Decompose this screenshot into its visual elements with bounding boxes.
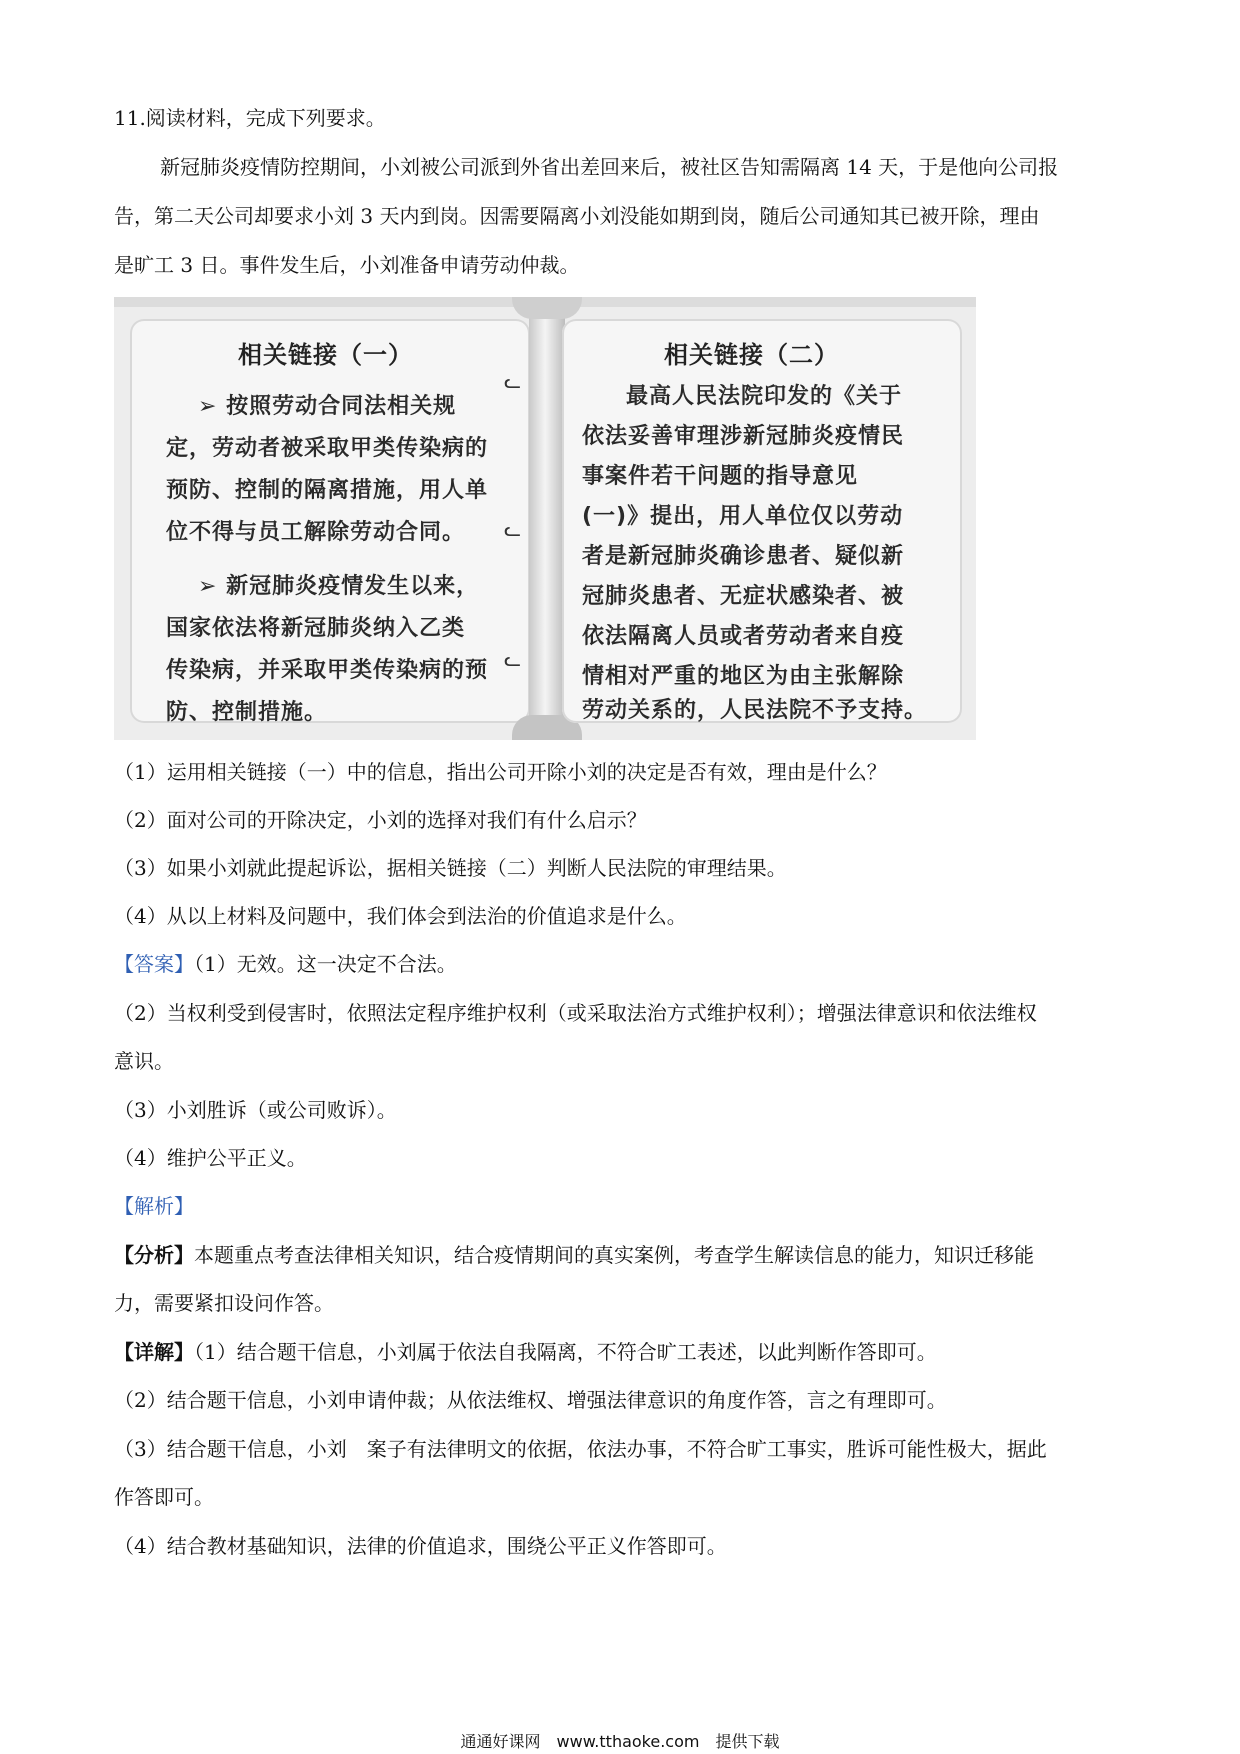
card-2-line: 者是新冠肺炎确诊患者、疑似新 xyxy=(582,544,905,569)
card-1-line: 定，劳动者被采取甲类传染病的 xyxy=(166,436,489,461)
related-link-card-2 xyxy=(562,319,962,723)
answer-line-4: （3）小刘胜诉（或公司败诉）。 xyxy=(114,1098,397,1122)
detail-line-2: （2）结合题干信息，小刘申请仲裁；从依法维权、增强法律意识的角度作答，言之有理即可。 xyxy=(114,1388,947,1412)
fenxi-line-1 xyxy=(114,1241,1134,1269)
hook-icon: ᓚ xyxy=(504,647,522,671)
fenxi-line-2: 力，需要紧扣设问作答。 xyxy=(114,1291,334,1315)
card-1-line: ➢ 按照劳动合同法相关规 xyxy=(198,394,457,419)
sub-question-3: （3）如果小刘就此提起诉讼，据相关链接（二）判断人民法院的审理结果。 xyxy=(114,856,787,880)
card-1-line: 防、控制措施。 xyxy=(166,700,328,725)
card-1-title: 相关链接（一） xyxy=(238,341,413,369)
hook-icon: ᓚ xyxy=(504,517,522,541)
card-2-line: 事案件若干问题的指导意见 xyxy=(582,464,859,489)
detail-line-4: （4）结合教材基础知识，法律的价值追求，围绕公平正义作答即可。 xyxy=(114,1534,727,1558)
card-2-title: 相关链接（二） xyxy=(664,341,839,369)
card-1-line: 传染病，并采取甲类传染病的预 xyxy=(166,658,489,683)
hook-icon: ᓚ xyxy=(504,369,522,393)
card-2-line: 最高人民法院印发的《关于 xyxy=(626,384,903,409)
material-line-2: 告，第二天公司却要求小刘 3 天内到岗。因需要隔离小刘没能如期到岗，随后公司通知其已被开除，理由 xyxy=(114,204,1040,228)
related-link-card-1 xyxy=(130,319,530,723)
card-2-line: 冠肺炎患者、无症状感染者、被 xyxy=(582,584,905,609)
page-footer: 通通好课网 www.tthaoke.com 提供下载 xyxy=(460,1732,780,1751)
sub-question-1: （1）运用相关链接（一）中的信息，指出公司开除小刘的决定是否有效，理由是什么？ xyxy=(114,760,887,784)
related-links-figure xyxy=(114,297,976,740)
analysis-label: 【解析】 xyxy=(114,1194,194,1218)
fenxi-label: 【分析】 xyxy=(114,1243,194,1267)
card-2-line: 依法隔离人员或者劳动者来自疫 xyxy=(582,624,905,649)
answer-text: （1）无效。这一决定不合法。 xyxy=(194,952,457,976)
sub-question-2: （2）面对公司的开除决定，小刘的选择对我们有什么启示？ xyxy=(114,808,647,832)
fenxi-text: 本题重点考查法律相关知识，结合疫情期间的真实案例，考查学生解读信息的能力，知识迁移能 xyxy=(194,1243,1034,1267)
question-header: 11.阅读材料，完成下列要求。 xyxy=(114,106,386,130)
card-2-line: 情相对严重的地区为由主张解除 xyxy=(582,664,905,689)
pillar-cap xyxy=(512,297,582,319)
card-2-line: (一)》提出，用人单位仅以劳动 xyxy=(582,504,904,529)
card-2-line: 劳动关系的，人民法院不予支持。 xyxy=(582,698,928,723)
xiangjie-text: （1）结合题干信息，小刘属于依法自我隔离，不符合旷工表述，以此判断作答即可。 xyxy=(194,1340,937,1364)
xiangjie-line xyxy=(114,1338,1134,1366)
divider-pillar xyxy=(529,297,565,740)
answer-label: 【答案】 xyxy=(114,952,194,976)
xiangjie-label: 【详解】 xyxy=(114,1340,194,1364)
answer-line-2: （2）当权利受到侵害时，依照法定程序维护权利（或采取法治方式维护权利）；增强法律意识和依法维权 xyxy=(114,1001,1037,1025)
card-1-line: 国家依法将新冠肺炎纳入乙类 xyxy=(166,616,466,641)
detail-line-3: （3）结合题干信息，小刘 案子有法律明文的依据，依法办事，不符合旷工事实，胜诉可能性极大，据此 xyxy=(114,1437,1047,1461)
answer-line-1 xyxy=(114,950,1134,978)
material-line-3: 是旷工 3 日。事件发生后，小刘准备申请劳动仲裁。 xyxy=(114,253,580,277)
answer-line-3: 意识。 xyxy=(114,1049,174,1073)
card-2-line: 依法妥善审理涉新冠肺炎疫情民 xyxy=(582,424,905,449)
card-1-line: 预防、控制的隔离措施，用人单 xyxy=(166,478,489,503)
card-1-line: ➢ 新冠肺炎疫情发生以来， xyxy=(198,574,480,599)
detail-line-3-cont: 作答即可。 xyxy=(114,1485,214,1509)
answer-line-5: （4）维护公平正义。 xyxy=(114,1146,307,1170)
material-line-1: 新冠肺炎疫情防控期间，小刘被公司派到外省出差回来后，被社区告知需隔离 14 天，于是他向公司报 xyxy=(160,155,1059,179)
card-1-line: 位不得与员工解除劳动合同。 xyxy=(166,520,466,545)
sub-question-4: （4）从以上材料及问题中，我们体会到法治的价值追求是什么。 xyxy=(114,904,687,928)
